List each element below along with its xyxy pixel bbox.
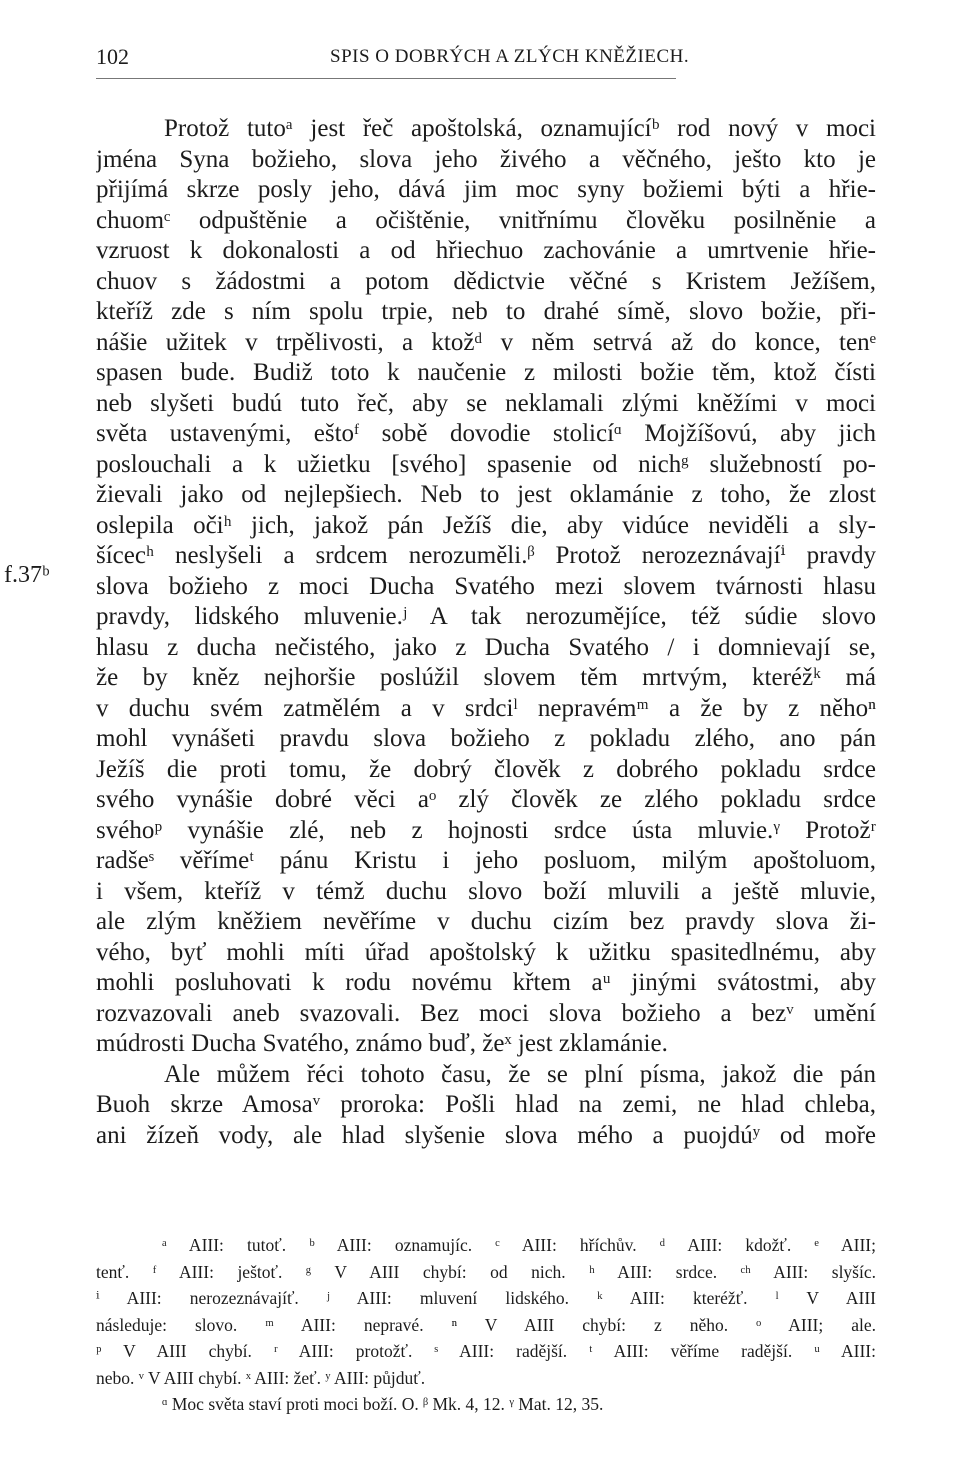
text-line: Ježíš die proti tomu, že dobrý člověk z dobrého pokladu srdce <box>96 755 876 783</box>
text-line: pravdy, lidského mluvenie.ʲ A tak nerozumějíce, též súdie slovo <box>96 603 876 630</box>
text-line: svého vynášie dobré věci aᵒ zlý člověk ze zlého pokladu srdce <box>96 786 876 813</box>
running-title: SPIS O DOBRÝCH A ZLÝCH KNĚŽIECH. <box>330 46 690 67</box>
text-line: žievali jako od nejlepšiech. Neb to jest oklamánie z toho, že zlost <box>96 481 876 508</box>
text-line: šícecʰ neslyšeli a srdcem nerozuměli.ᵝ Protož nerozeznávajíⁱ pravdy <box>96 542 876 569</box>
footnote-line: následuje: slovo. ᵐ AIII: nepravé. ⁿ V AIII chybí: z něho. ᵒ AIII; ale. <box>96 1314 876 1335</box>
text-line: rozvazovali aneb svazovali. Bez moci slova božieho a bezᵛ umění <box>96 999 876 1027</box>
text-line: přijímá skrze posly jeho, dává jim moc syny božiemi býti a hřie- <box>96 176 876 203</box>
text-line: ale zlým kněžiem nevěříme v duchu cizím bez pravdy slova ži- <box>96 908 876 935</box>
text-line: slova božieho z moci Ducha Svatého mezi slovem tvárnosti hlasu <box>96 572 876 600</box>
page-header <box>96 44 876 74</box>
text-line: nášie užitek v trpělivosti, a ktožᵈ v něm setrvá až do konce, tenᵉ <box>96 328 876 356</box>
text-line: spasen bude. Budiž toto k naučenie z milosti božie těm, ktož čísti <box>96 359 876 386</box>
text-line: chuov s žádostmi a potom dědictvie věčné s Kristem Ježíšem, <box>96 267 876 295</box>
text-line: múdrosti Ducha Svatého, známo buď, žeˣ jest zklamánie. <box>96 1030 668 1057</box>
text-line: kteříž zde s ním spolu trpie, neb to drahé símě, slovo božie, při- <box>96 298 876 325</box>
text-line: svéhoᵖ vynášie zlé, neb z hojnosti srdce ústa mluvie.ᵞ Protožʳ <box>96 816 876 844</box>
text-line: neb slyšeti budú tuto řeč, aby se neklamali zlými kněžími v moci <box>96 389 876 417</box>
text-line: že by kněz nejhoršie poslúžil slovem těm mrtvým, kteréžᵏ má <box>96 664 876 691</box>
footnote-line: ᵃ AIII: tutoť. ᵇ AIII: oznamujíc. ᶜ AIII: hříchův. ᵈ AIII: kdožť. ᵉ AIII; <box>162 1235 876 1255</box>
footnote-line: tenť. ᶠ AIII: ještoť. ᵍ V AIII chybí: od nich. ʰ AIII: srdce. ᶜʰ AIII: slyšíc. <box>96 1261 876 1282</box>
footnote-line: ᵖ V AIII chybí. ʳ AIII: protožť. ˢ AIII: radější. ᵗ AIII: věříme radější. ᵘ AIII: <box>96 1341 876 1361</box>
margin-folio-note: f.37ᵇ <box>4 562 50 588</box>
header-rule <box>96 78 676 79</box>
text-line: hlasu z ducha nečistého, jako z Ducha Svatého / i domnievají se, <box>96 633 876 661</box>
text-line: i všem, kteříž v témž duchu slovo boží mluvili a ještě mluvie, <box>96 877 876 905</box>
text-line: poslouchali a k užietku [svého] spasenie od nichᵍ služebností po- <box>96 450 876 478</box>
text-line: oslepila očiʰ jich, jakož pán Ježíš die, aby vidúce neviděli a sly- <box>96 511 876 539</box>
text-line: Buoh skrze Amosaᵛ proroka: Pošli hlad na zemi, ne hlad chleba, <box>96 1091 876 1118</box>
text-line: chuomᶜ odpuštěnie a očištěnie, vnitřnímu člověku posilněnie a <box>96 206 876 234</box>
footnotes <box>96 1232 876 1418</box>
main-text <box>96 114 876 1151</box>
footnote-line: ᵅ Moc světa staví proti moci boží. O. ᵝ Mk. 4, 12. ᵞ Mat. 12, 35. <box>162 1394 604 1414</box>
text-line: radšeˢ věřímeᵗ pánu Kristu i jeho posluom, milým apoštoluom, <box>96 847 876 874</box>
text-line: ani žízeň vody, ale hlad slyšenie slova mého a puojdúʸ od moře <box>96 1121 876 1149</box>
text-line: světa ustavenými, eštoᶠ sobě dovodie stolicíᵅ Mojžíšovú, aby jich <box>96 420 876 447</box>
text-line: Ale můžem řéci tohoto času, že se plní písma, jakož die pán <box>164 1060 876 1088</box>
text-line: Protož tutoᵃ jest řeč apoštolská, oznamujícíᵇ rod nový v moci <box>164 115 876 142</box>
text-line: vého, byť mohli míti úřad apoštolský k užitku spasitedlnému, aby <box>96 938 876 966</box>
text-line: vzruost k dokonalosti a od hřiechuo zachovánie a umrtvenie hřie- <box>96 237 876 264</box>
page-number: 102 <box>96 44 129 69</box>
footnote-line: nebo. ᵛ V AIII chybí. ˣ AIII: žeť. ʸ AIII: půjduť. <box>96 1367 426 1388</box>
footnote-line: ⁱ AIII: nerozeznávajíť. ʲ AIII: mluvení lidského. ᵏ AIII: kteréžť. ˡ V AIII <box>96 1288 876 1308</box>
text-line: mohli posluhovati k rodu novému křtem aᵘ jinými svátostmi, aby <box>96 969 876 996</box>
text-line: jména Syna božieho, slova jeho živého a věčného, ješto kto je <box>96 145 876 173</box>
text-line: v duchu svém zatmělém a v srdciˡ nepravémᵐ a že by z něhoⁿ <box>96 694 876 722</box>
text-line: mohl vynášeti pravdu slova božieho z pokladu zlého, ano pán <box>96 725 876 752</box>
